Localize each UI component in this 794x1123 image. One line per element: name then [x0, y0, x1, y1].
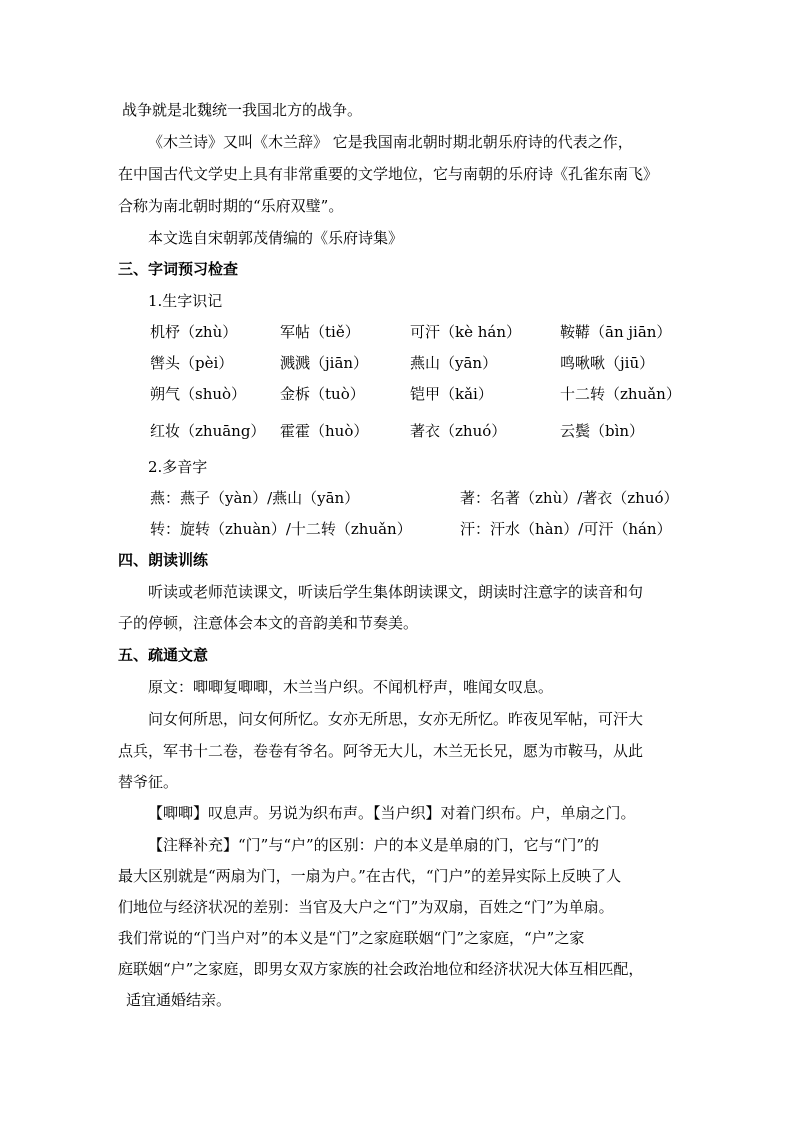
polyphone-item: 汗：汗水（hàn）/可汗（hán）: [460, 520, 672, 538]
vocab-row: [0, 384, 794, 404]
vocab-item: 燕山（yān）: [410, 354, 498, 372]
polyphone-row: [0, 488, 794, 508]
vocab-item: 著衣（zhuó）: [410, 422, 507, 440]
vocab-row: [0, 421, 794, 441]
vocab-row: [0, 322, 794, 342]
vocab-item: 可汗（kè hán）: [410, 323, 521, 341]
vocab-item: 铠甲（kǎi）: [410, 385, 493, 403]
intro-line-1: 战争就是北魏统一我国北方的战争。: [122, 101, 363, 119]
section-5-line-3: 点兵，军书十二卷，卷卷有爷名。阿爷无大儿，木兰无长兄，愿为市鞍马，从此: [118, 742, 644, 760]
section-3-sub-1: 1.生字识记: [148, 292, 223, 310]
section-5-line-8: 们地位与经济状况的差别：当官及大户之“门”为双扇，百姓之“门”为单扇。: [118, 898, 614, 916]
vocab-item: 鞍鞯（ān jiān）: [560, 323, 672, 341]
vocab-item: 霍霍（huò）: [280, 422, 369, 440]
section-4-line-1: 听读或老师范读课文，听读后学生集体朗读课文，朗读时注意字的读音和句: [148, 583, 644, 601]
vocab-item: 十二转（zhuǎn）: [560, 385, 681, 403]
section-5-line-11: 适宜通婚结亲。: [126, 991, 232, 1009]
polyphone-item: 著：名著（zhù）/著衣（zhuó）: [460, 489, 679, 507]
vocab-item: 云鬓（bìn）: [560, 422, 645, 440]
polyphone-item: 燕：燕子（yàn）/燕山（yān）: [150, 489, 360, 507]
section-4-line-2: 子的停顿，注意体会本文的音韵美和节奏美。: [118, 614, 419, 632]
vocab-item: 辔头（pèi）: [150, 354, 234, 372]
vocab-item: 朔气（shuò）: [150, 385, 247, 403]
section-4-heading: 四、朗读训练: [118, 551, 209, 569]
vocab-item: 溅溅（jiān）: [280, 354, 369, 372]
vocab-item: 红妆（zhuāng）: [150, 422, 266, 440]
section-5-line-1: 原文：唧唧复唧唧，木兰当户织。不闻机杼声，唯闻女叹息。: [148, 678, 554, 696]
vocab-item: 金柝（tuò）: [280, 385, 365, 403]
intro-line-3: 在中国古代文学史上具有非常重要的文学地位，它与南朝的乐府诗《孔雀东南飞》: [118, 165, 659, 183]
intro-line-2: 《木兰诗》又叫《木兰辞》 它是我国南北朝时期北朝乐府诗的代表之作，: [148, 133, 633, 151]
vocab-item: 机杼（zhù）: [150, 323, 238, 341]
intro-line-4: 合称为南北朝时期的“乐府双璧”。: [118, 197, 344, 215]
section-3-heading: 三、字词预习检查: [118, 260, 239, 278]
section-5-line-2: 问女何所思，问女何所忆。女亦无所思，女亦无所忆。昨夜见军帖，可汗大: [148, 710, 644, 728]
polyphone-row: [0, 519, 794, 539]
vocab-item: 鸣啾啾（jiū）: [560, 354, 655, 372]
section-5-line-7: 最大区别就是“两扇为门，一扇为户。”在古代，“门户”的差异实际上反映了人: [118, 867, 622, 885]
section-5-line-5: 【唧唧】叹息声。另说为织布声。【当户织】对着门织布。户，单扇之门。: [148, 804, 636, 822]
vocab-row: [0, 353, 794, 373]
section-5-line-9: 我们常说的“门当户对”的本义是“门”之家庭联姻“门”之家庭，“户”之家: [118, 929, 585, 947]
vocab-item: 军帖（tiě）: [280, 323, 360, 341]
intro-line-5: 本文选自宋朝郭茂倩编的《乐府诗集》: [148, 229, 404, 247]
section-3-sub-2: 2.多音字: [148, 458, 208, 476]
section-5-line-10: 庭联姻“户”之家庭，即男女双方家族的社会政治地位和经济状况大体互相匹配，: [118, 960, 644, 978]
section-5-line-6: 【注释补充】“门”与“户”的区别：户的本义是单扇的门，它与“门”的: [148, 836, 600, 854]
section-5-heading: 五、疏通文意: [118, 646, 209, 664]
polyphone-item: 转：旋转（zhuàn）/十二转（zhuǎn）: [150, 520, 412, 538]
section-5-line-4: 替爷征。: [118, 773, 179, 791]
